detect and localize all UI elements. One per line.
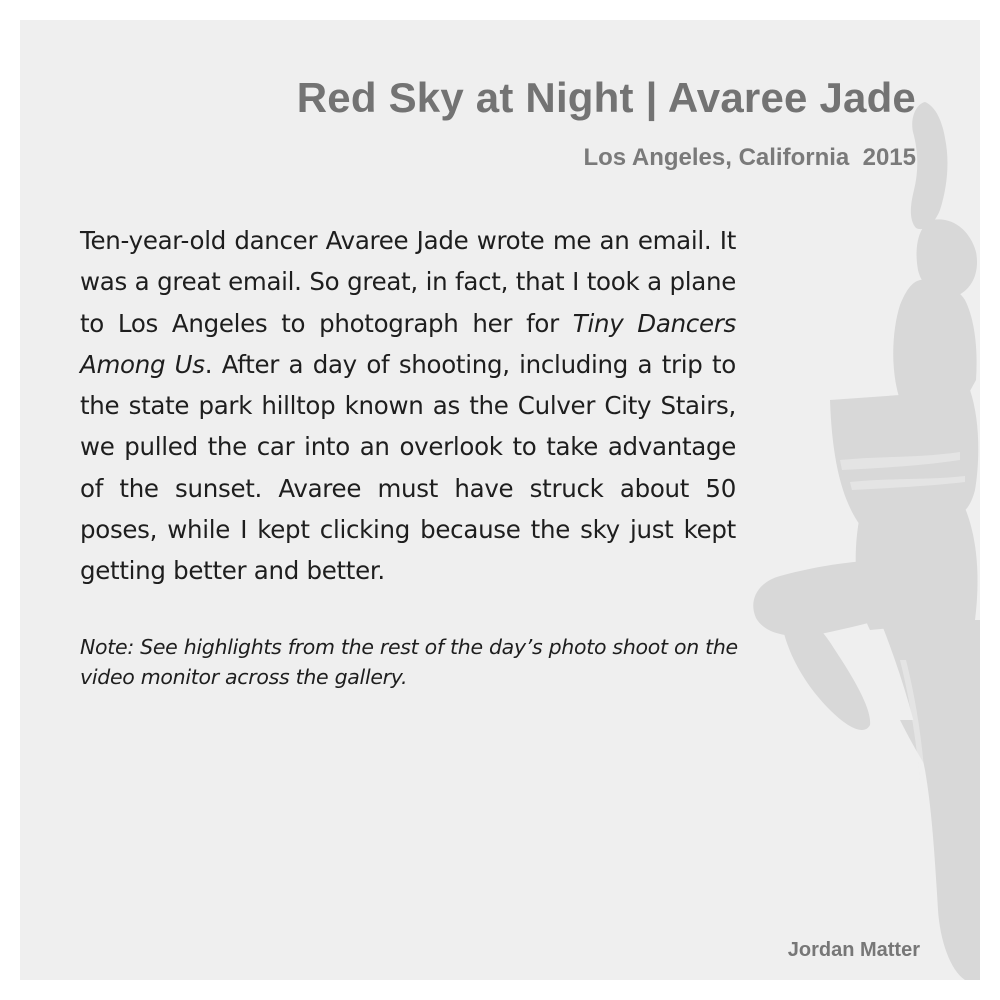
location-year-subtitle: Los Angeles, California 2015 xyxy=(583,144,916,171)
story-paragraph xyxy=(80,220,736,592)
gallery-note: Note: See highlights from the rest of the day’s photo shoot on the video monitor across the gallery. xyxy=(80,635,738,689)
page-title: Red Sky at Night | Avaree Jade xyxy=(296,74,916,121)
photographer-credit: Jordan Matter xyxy=(787,939,920,961)
story-text-part-1: Ten-year-old dancer Avaree Jade wrote me an email. It was a great email. So great, in fact, that I took a plane to Los Angeles to photograph her for xyxy=(80,226,736,338)
label-card xyxy=(20,20,980,980)
story-text-part-2: . After a day of shooting, including a trip to the state park hilltop known as the Culver City Stairs, we pulled the car into an overlook to take advantage of the sunset. Avaree must have struck about 50 poses, while I kept clicking because the sky just kept getting better and better. xyxy=(80,349,736,586)
book-title: Tiny Dancers Among Us xyxy=(80,308,736,379)
